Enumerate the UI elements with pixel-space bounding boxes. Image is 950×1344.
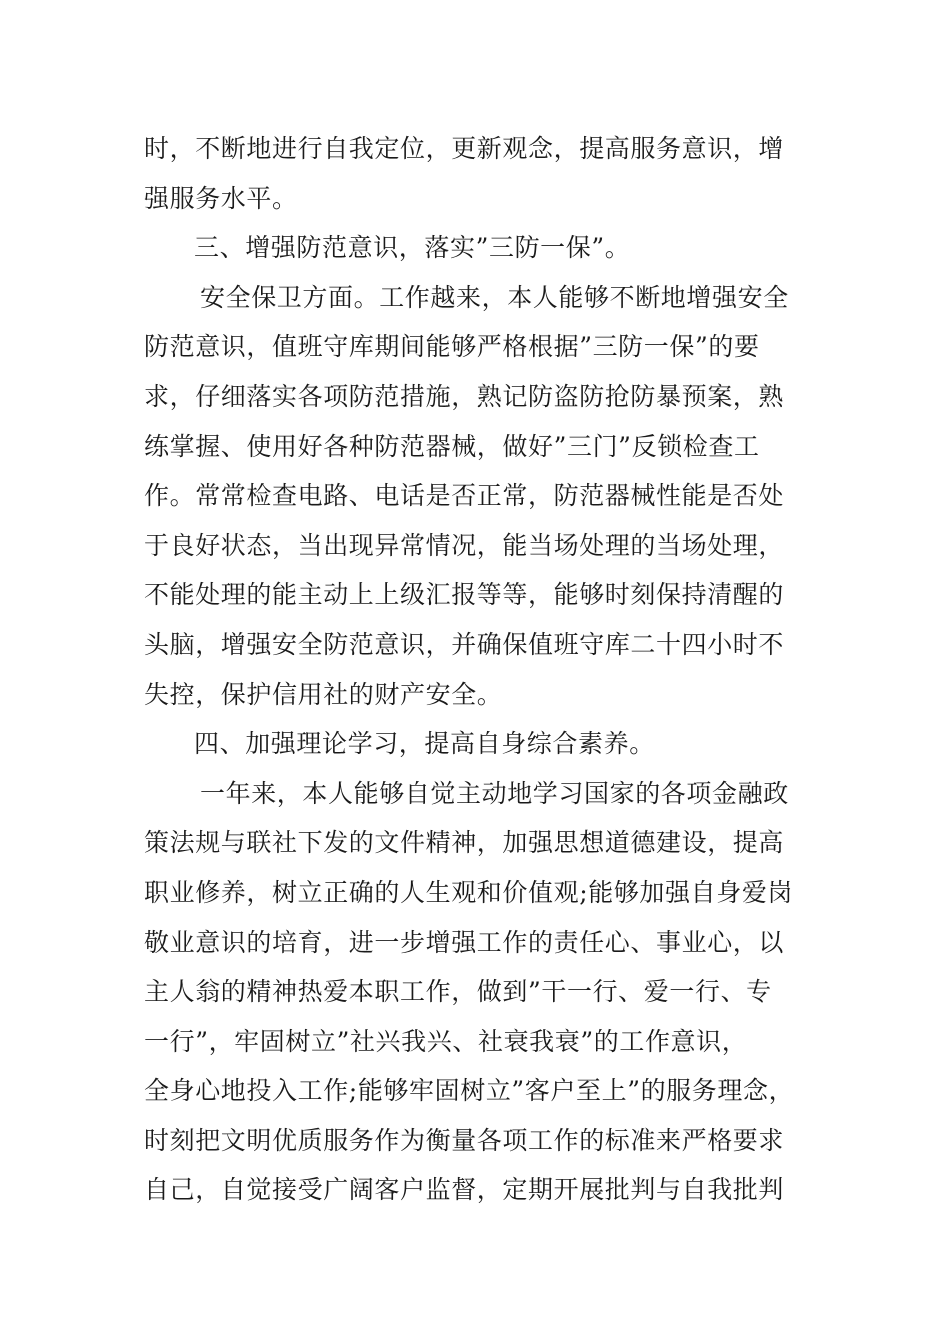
text-line: 强服务水平。 [144, 183, 298, 213]
text-line: 失控，保护信用社的财产安全。 [144, 679, 503, 709]
section-heading-4: 四、加强理论学习，提高自身综合素养。 [194, 729, 655, 759]
text-line: 不能处理的能主动上上级汇报等等，能够时刻保持清醒的 [144, 580, 785, 610]
text-line: 于良好状态，当出现异常情况，能当场处理的当场处理， [144, 530, 785, 560]
text-line: 时刻把文明优质服务作为衡量各项工作的标准来严格要求 [144, 1125, 785, 1155]
text-line: 敬业意识的培育，进一步增强工作的责任心、事业心，以 [144, 927, 785, 957]
text-line: 主人翁的精神热爱本职工作，做到”干一行、爱一行、专 [144, 977, 772, 1007]
section-heading-3: 三、增强防范意识，落实”三防一保”。 [194, 233, 631, 263]
text-line: 一行”，牢固树立”社兴我兴、社衰我衰”的工作意识， [144, 1026, 748, 1056]
text-line: 一年来，本人能够自觉主动地学习国家的各项金融政 [200, 778, 789, 808]
text-line: 策法规与联社下发的文件精神，加强思想道德建设，提高 [144, 828, 785, 858]
text-line: 作。常常检查电路、电话是否正常，防范器械性能是否处 [144, 481, 785, 511]
text-line: 防范意识，值班守库期间能够严格根据”三防一保”的要 [144, 332, 760, 362]
text-line: 时，不断地进行自我定位，更新观念，提高服务意识，增 [144, 134, 785, 163]
text-line: 职业修养，树立正确的人生观和价值观;能够加强自身爱岗 [144, 877, 794, 907]
text-line: 练掌握、使用好各种防范器械，做好”三门”反锁检查工 [144, 431, 760, 461]
text-line: 求，仔细落实各项防范措施，熟记防盗防抢防暴预案，熟 [144, 381, 785, 411]
text-line: 自己，自觉接受广阔客户监督，定期开展批判与自我批判 [144, 1175, 785, 1205]
text-line: 安全保卫方面。工作越来，本人能够不断地增强安全 [200, 282, 789, 312]
document-body [144, 124, 834, 1215]
text-line: 头脑，增强安全防范意识，并确保值班守库二十四小时不 [144, 629, 785, 659]
text-line: 全身心地投入工作;能够牢固树立”客户至上”的服务理念， [144, 1076, 795, 1106]
